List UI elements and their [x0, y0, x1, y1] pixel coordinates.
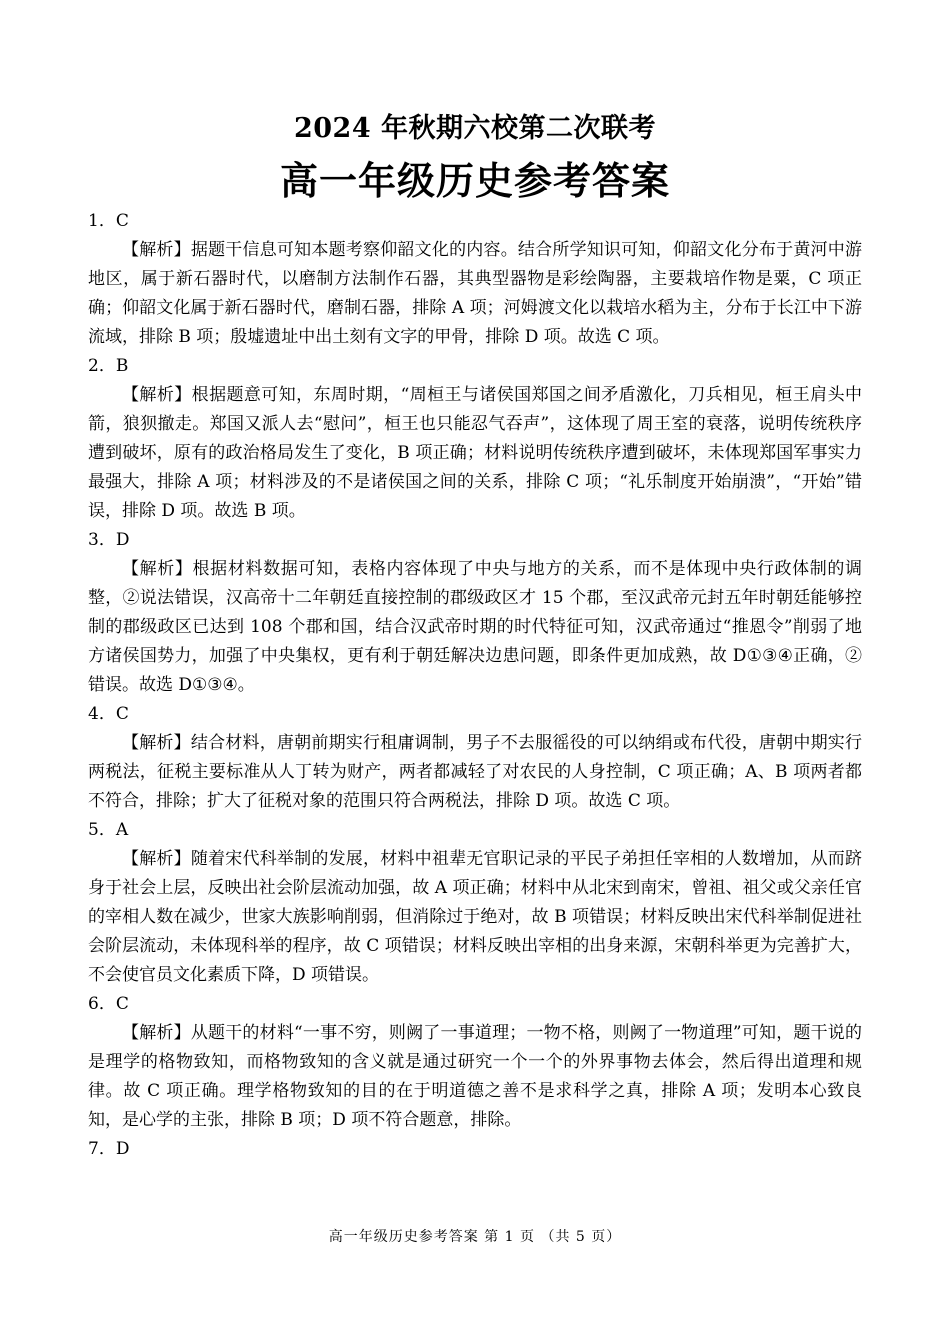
explanation-label: 【解析】 — [122, 1023, 191, 1043]
explanation-text: 据题干信息可知本题考察仰韶文化的内容。结合所学知识可知，仰韶文化分布于黄河中游地区，属于新石器时代，以磨制方法制作石器，其典型器物是彩绘陶器，主要栽培作物是粟，C 项正确；仰韶文化属于新石器时代，磨制石器，排除 A 项；河姆渡文化以栽培水稻为主，分布于长江中下游流域，排除 B 项；殷墟遗址中出土刻有文字的甲骨，排除 D 项。故选 C 项。 — [88, 240, 863, 347]
question-number: 1．C — [88, 211, 129, 231]
explanation-text: 从题干的材料“一事不穷，则阙了一事道理；一物不格，则阙了一物道理”可知，题干说的是理学的格物致知，而格物致知的含义就是通过研究一个一个的外界事物去体会，然后得出道理和规律。故 C 项正确。理学格物致知的目的在于明道德之善不是求科学之真，排除 A 项；发明本心致良知，是心学的主张，排除 B 项；D 项不符合题意，排除。 — [88, 1023, 863, 1130]
exam-title: 2024 年秋期六校第二次联考 — [293, 113, 657, 144]
explanation-label: 【解析】 — [122, 559, 193, 579]
explanation-label: 【解析】 — [122, 733, 191, 753]
explanation-text: 随着宋代科举制的发展，材料中祖辈无官职记录的平民子弟担任宰相的人数增加，从而跻身于社会上层，反映出社会阶层流动加强，故 A 项正确；材料中从北宋到南宋，曾祖、祖父或父亲任官的宰相人数在减少，世家大族影响削弱，但消除过于绝对，故 B 项错误；材料反映出宋代科举制促进社会阶层流动，未体现科举的程序，故 C 项错误；材料反映出宰相的出身来源，宋朝科举更为完善扩大，不会使官员文化素质下降，D 项错误。 — [88, 849, 863, 985]
explanation-label: 【解析】 — [122, 240, 191, 260]
question-number: 5．A — [88, 820, 129, 840]
question-number: 7．D — [88, 1139, 130, 1159]
question-explanation — [88, 1019, 862, 1135]
question-number: 2．B — [88, 356, 129, 376]
question-number: 4．C — [88, 704, 129, 724]
question-explanation — [88, 555, 862, 700]
question-explanation — [88, 845, 862, 990]
explanation-text: 根据题意可知，东周时期，“周桓王与诸侯国郑国之间矛盾激化，刀兵相见，桓王肩头中箭，狼狈撤走。郑国又派人去“慰问”，桓王也只能忍气吞声”，这体现了周王室的衰落，说明传统秩序遭到破坏，原有的政治格局发生了变化，B 项正确；材料说明传统秩序遭到破坏，未体现郑国军事实力最强大，排除 A 项；材料涉及的不是诸侯国之间的关系，排除 C 项；“礼乐制度开始崩溃”，“开始”错误，排除 D 项。故选 B 项。 — [88, 385, 862, 521]
explanation-text: 结合材料，唐朝前期实行租庸调制，男子不去服徭役的可以纳绢或布代役，唐朝中期实行两税法，征税主要标准从人丁转为财产，两者都减轻了对农民的人身控制，C 项正确；A、B 项两者都不符合，排除；扩大了征税对象的范围只符合两税法，排除 D 项。故选 C 项。 — [88, 733, 863, 811]
page-footer: 高一年级历史参考答案 第 1 页 （共 5 页） — [328, 1229, 622, 1245]
explanation-text: 根据材料数据可知，表格内容体现了中央与地方的关系，而不是体现中央行政体制的调整，②说法错误，汉高帝十二年朝廷直接控制的郡级政区才 15 个郡，至汉武帝元封五年时朝廷能够控制的郡级政区已达到 108 个郡和国，结合汉武帝时期的时代特征可知，汉武帝通过“推恩令”削弱了地方诸侯国势力，加强了中央集权，更有利于朝廷解决边患问题，即条件更加成熟，故 D①③④正确，②错误。故选 D①③④。 — [88, 559, 863, 695]
explanation-label: 【解析】 — [122, 849, 191, 869]
question-number: 6．C — [88, 994, 129, 1014]
explanation-label: 【解析】 — [122, 385, 192, 405]
answer-list — [88, 207, 862, 1164]
question-number: 3．D — [88, 530, 130, 550]
question-explanation — [88, 236, 862, 352]
question-explanation — [88, 381, 862, 526]
question-explanation — [88, 729, 862, 816]
answer-key-title: 高一年级历史参考答案 — [279, 158, 670, 203]
